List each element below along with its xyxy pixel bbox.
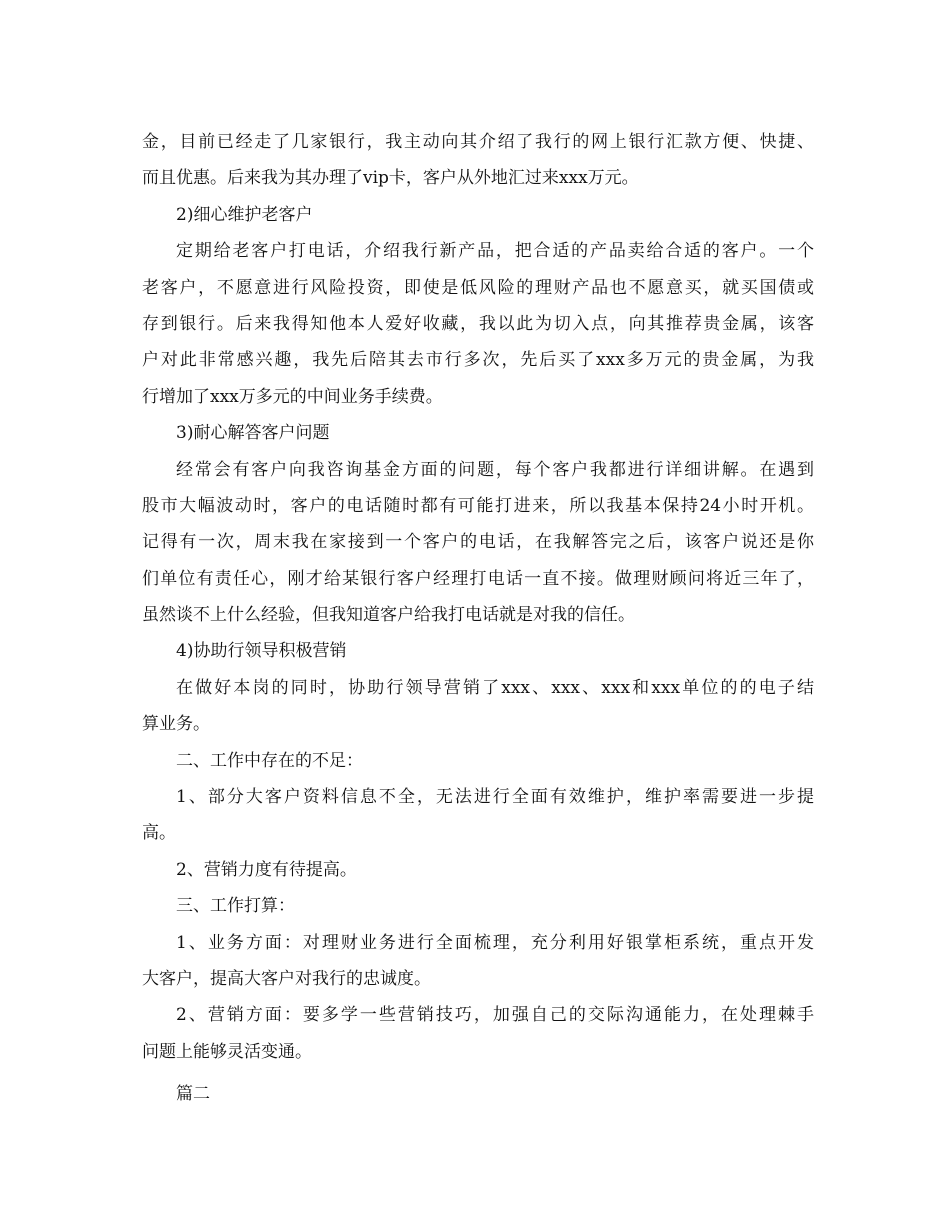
section-heading-line: 三、工作打算： <box>176 896 295 917</box>
body-line: 1、部分大客户资料信息不全，无法进行全面有效维护，维护率需要进一步提 <box>176 787 814 808</box>
document-body <box>142 124 814 1113</box>
subheading-line: 4)协助行领导积极营销 <box>176 641 347 662</box>
body-line: 老客户，不愿意进行风险投资，即使是低风险的理财产品也不愿意买，就买国债或 <box>142 277 814 298</box>
body-line: 虽然谈不上什么经验，但我知道客户给我打电话就是对我的信任。 <box>142 605 635 626</box>
body-line: 1、业务方面：对理财业务进行全面梳理，充分利用好银掌柜系统，重点开发 <box>176 932 814 953</box>
body-line: 定期给老客户打电话，介绍我行新产品，把合适的产品卖给合适的客户。一个 <box>176 241 814 262</box>
body-line: 股市大幅波动时，客户的电话随时都有可能打进来，所以我基本保持24小时开机。 <box>142 495 814 516</box>
body-line: 金，目前已经走了几家银行，我主动向其介绍了我行的网上银行汇款方便、快捷、 <box>142 132 814 152</box>
body-line: 算业务。 <box>142 714 210 735</box>
body-line: 户对此非常感兴趣，我先后陪其去市行多次，先后买了xxx多万元的贵金属，为我 <box>142 350 814 371</box>
body-line: 问题上能够灵活变通。 <box>142 1041 312 1062</box>
subheading-line: 2)细心维护老客户 <box>176 204 313 225</box>
body-line: 存到银行。后来我得知他本人爱好收藏，我以此为切入点，向其推荐贵金属，该客 <box>142 313 814 334</box>
subheading-line: 3)耐心解答客户问题 <box>176 423 330 444</box>
body-line: 而且优惠。后来我为其办理了vip卡，客户从外地汇过来xxx万元。 <box>142 168 639 189</box>
body-line: 2、营销力度有待提高。 <box>176 859 357 880</box>
body-line: 行增加了xxx万多元的中间业务手续费。 <box>142 386 443 407</box>
body-line: 经常会有客户向我咨询基金方面的问题，每个客户我都进行详细讲解。在遇到 <box>176 459 814 480</box>
section-heading-line: 二、工作中存在的不足： <box>176 750 363 771</box>
body-line: 们单位有责任心，刚才给某银行客户经理打电话一直不接。做理财顾问将近三年了， <box>142 568 814 589</box>
body-line: 大客户，提高大客户对我行的忠诚度。 <box>142 968 431 989</box>
body-line: 记得有一次，周末我在家接到一个客户的电话，在我解答完之后，该客户说还是你 <box>142 532 814 553</box>
body-line: 在做好本岗的同时，协助行领导营销了xxx、xxx、xxx和xxx单位的的电子结 <box>176 677 814 698</box>
body-line: 高。 <box>142 823 176 844</box>
section-title-line: 篇二 <box>176 1084 210 1105</box>
body-line: 2、营销方面：要多学一些营销技巧，加强自己的交际沟通能力，在处理棘手 <box>176 1005 814 1026</box>
